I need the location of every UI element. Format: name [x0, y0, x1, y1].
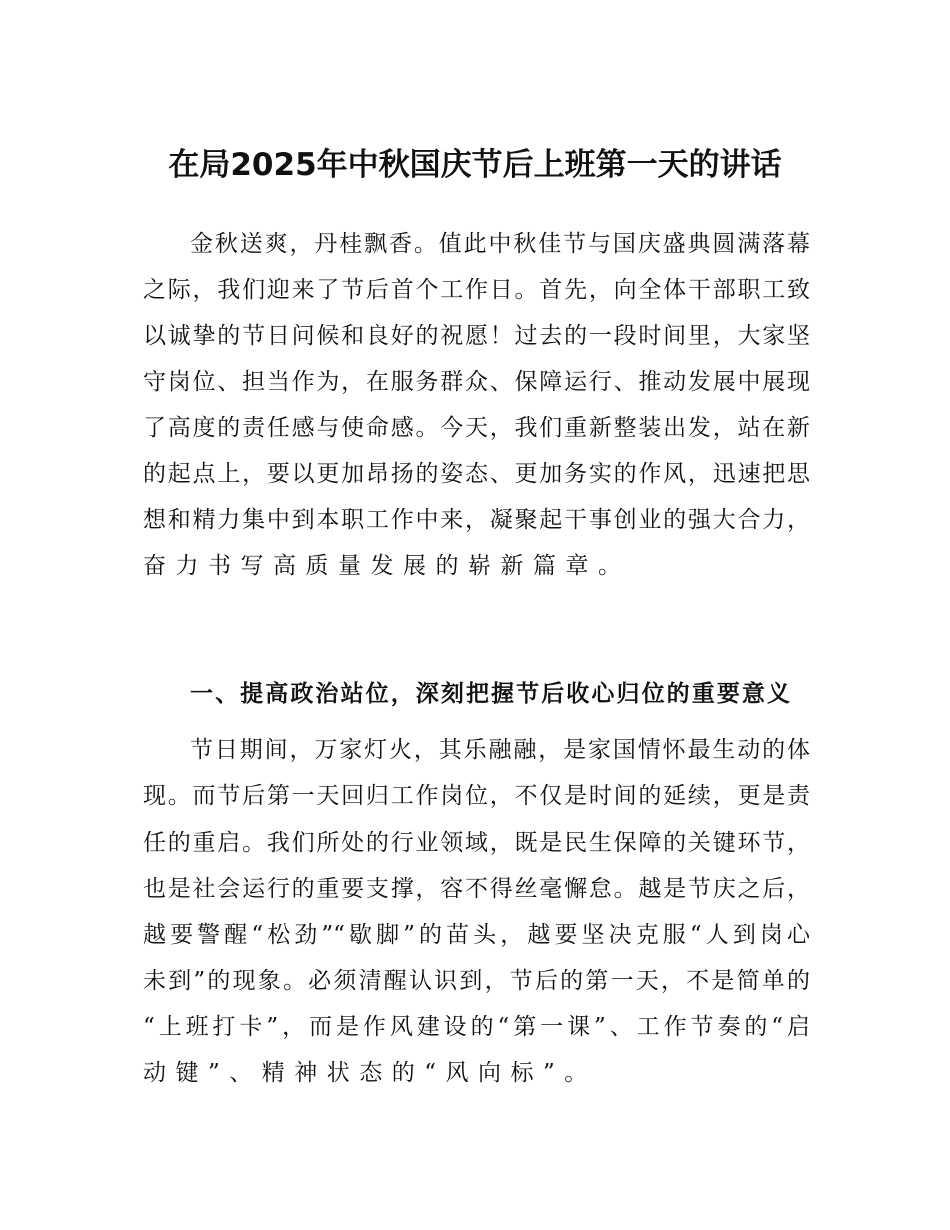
section-heading: 一、提高政治站位，深刻把握节后收心归位的重要意义 — [190, 681, 790, 707]
text-line: 动键”、精神状态的“风向标”。 — [143, 1060, 597, 1086]
text-line: 金秋送爽，丹桂飘香。值此中秋佳节与国庆盛典圆满落幕 — [190, 231, 810, 257]
document-title: 在局2025年中秋国庆节后上班第一天的讲话 — [168, 146, 782, 183]
text-line: 奋力书写高质量发展的崭新篇章。 — [143, 553, 631, 579]
text-line: 也是社会运行的重要支撑，容不得丝毫懈怠。越是节庆之后， — [143, 876, 810, 902]
text-line: 任的重启。我们所处的行业领域，既是民生保障的关键环节， — [143, 830, 810, 856]
text-line: 未到”的现象。必须清醒认识到，节后的第一天，不是简单的 — [143, 968, 810, 994]
text-line: 想和精力集中到本职工作中来，凝聚起干事创业的强大合力， — [143, 507, 810, 533]
text-line: 节日期间，万家灯火，其乐融融，是家国情怀最生动的体 — [190, 737, 810, 763]
text-line: 的起点上，要以更加昂扬的姿态、更加务实的作风，迅速把思 — [143, 461, 810, 487]
text-line: 以诚挚的节日问候和良好的祝愿！过去的一段时间里，大家坚 — [143, 323, 810, 349]
text-line: 现。而节后第一天回归工作岗位，不仅是时间的延续，更是责 — [143, 783, 810, 809]
text-line: 了高度的责任感与使命感。今天，我们重新整装出发，站在新 — [143, 415, 810, 441]
text-line: “上班打卡”，而是作风建设的“第一课”、工作节奏的“启 — [143, 1014, 810, 1040]
text-line: 守岗位、担当作为，在服务群众、保障运行、推动发展中展现 — [143, 369, 810, 395]
text-line: 越要警醒“松劲”“歇脚”的苗头，越要坚决克服“人到岗心 — [143, 922, 810, 948]
text-line: 之际，我们迎来了节后首个工作日。首先，向全体干部职工致 — [143, 277, 810, 303]
